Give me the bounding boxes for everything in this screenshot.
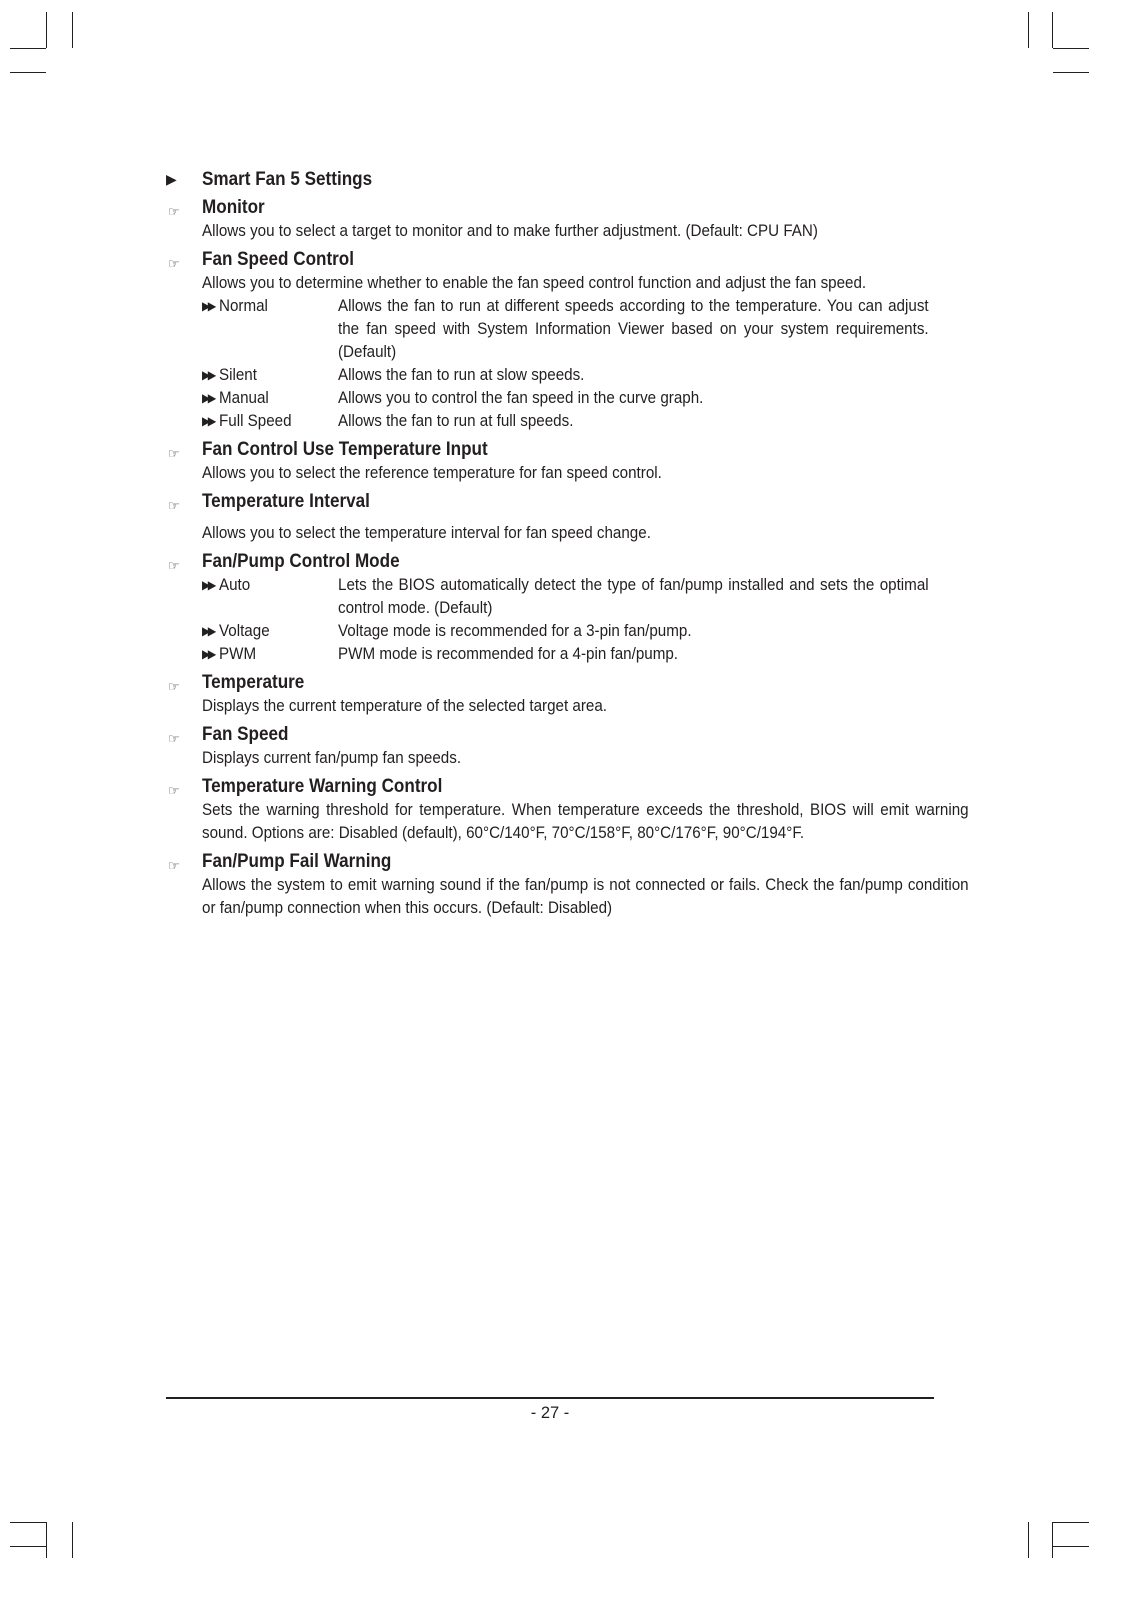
section-heading	[166, 168, 934, 191]
setting-title: Fan/Pump Control Mode	[202, 551, 400, 572]
double-arrow-icon: ▶▶	[202, 647, 214, 661]
page-number: - 27 -	[530, 1404, 570, 1422]
pointing-hand-icon: ☞	[168, 256, 180, 271]
setting-description: Sets the warning threshold for temperature. When temperature exceeds the threshold, BIOS will emit warning sound. Options are: Disabled (default), 60°C/140°F, 70°C/158°F, 80°C/176°F, 90°C/194°F.	[202, 801, 969, 842]
option-name: Manual	[218, 389, 269, 407]
option-row	[202, 643, 934, 666]
setting-description: Allows the system to emit warning sound if the fan/pump is not connected or fails. Check the fan/pump condition or fan/pump connection when this occurs. (Default: Disabled)	[202, 876, 969, 917]
option-description: Lets the BIOS automatically detect the type of fan/pump installed and sets the optimal control mode. (Default)	[338, 576, 929, 617]
setting-title: Temperature	[202, 672, 305, 693]
setting-title: Fan/Pump Fail Warning	[202, 851, 392, 872]
double-arrow-icon: ▶▶	[202, 391, 214, 405]
crop-mark	[1028, 12, 1029, 48]
page-content	[166, 168, 969, 924]
option-row	[202, 620, 934, 643]
crop-mark	[10, 1546, 46, 1547]
option-name: Normal	[218, 297, 268, 315]
setting-title: Temperature Warning Control	[202, 776, 443, 797]
footer-rule	[166, 1397, 934, 1399]
double-arrow-icon: ▶▶	[202, 624, 214, 638]
setting-description: Allows you to select the temperature interval for fan speed change.	[202, 524, 651, 542]
option-description: PWM mode is recommended for a 4-pin fan/pump.	[338, 645, 679, 663]
setting-item-temperature-warning-control	[166, 774, 969, 845]
setting-item-temperature-interval	[166, 489, 934, 545]
crop-mark	[1053, 72, 1089, 73]
option-name: Voltage	[218, 622, 270, 640]
option-description: Allows the fan to run at slow speeds.	[338, 366, 585, 384]
setting-description: Allows you to select a target to monitor and to make further adjustment. (Default: CPU FAN)	[202, 222, 818, 240]
crop-mark	[1053, 48, 1089, 49]
pointing-hand-icon: ☞	[168, 679, 180, 694]
setting-title: Fan Speed	[202, 724, 289, 745]
setting-item-fan-pump-control-mode	[166, 549, 934, 666]
option-description: Allows the fan to run at full speeds.	[338, 412, 574, 430]
crop-mark	[72, 12, 73, 48]
option-row	[202, 574, 934, 620]
option-name: Auto	[218, 576, 251, 594]
crop-mark	[10, 48, 46, 49]
crop-mark	[1052, 12, 1053, 48]
crop-mark	[1052, 1522, 1053, 1558]
option-row	[202, 295, 934, 364]
setting-title: Fan Control Use Temperature Input	[202, 439, 488, 460]
option-name: Silent	[218, 366, 257, 384]
crop-mark	[72, 1522, 73, 1558]
double-arrow-icon: ▶▶	[202, 368, 214, 382]
option-description: Allows you to control the fan speed in the curve graph.	[338, 389, 704, 407]
triangle-bullet-icon: ▶	[166, 171, 177, 187]
pointing-hand-icon: ☞	[168, 446, 180, 461]
crop-mark	[1053, 1546, 1089, 1547]
crop-mark	[46, 12, 47, 48]
setting-item-temperature	[166, 670, 934, 718]
section-title: Smart Fan 5 Settings	[202, 169, 373, 190]
option-row	[202, 410, 934, 433]
double-arrow-icon: ▶▶	[202, 578, 214, 592]
pointing-hand-icon: ☞	[168, 731, 180, 746]
setting-description: Displays the current temperature of the selected target area.	[202, 697, 608, 715]
crop-mark	[10, 72, 46, 73]
pointing-hand-icon: ☞	[168, 558, 180, 573]
setting-description: Allows you to determine whether to enable the fan speed control function and adjust the fan speed.	[202, 274, 867, 292]
pointing-hand-icon: ☞	[168, 498, 180, 513]
setting-item-fan-speed	[166, 722, 934, 770]
crop-mark	[1028, 1522, 1029, 1558]
setting-item-fan-speed-control	[166, 247, 934, 433]
setting-item-fan-pump-fail-warning	[166, 849, 969, 920]
setting-title: Fan Speed Control	[202, 249, 355, 270]
pointing-hand-icon: ☞	[168, 783, 180, 798]
setting-description: Allows you to select the reference temperature for fan speed control.	[202, 464, 662, 482]
option-row	[202, 387, 934, 410]
setting-item-fan-control-temperature-input	[166, 437, 934, 485]
option-description: Allows the fan to run at different speeds according to the temperature. You can adjust the fan speed with System Information Viewer based on your system requirements. (Default)	[338, 297, 929, 361]
option-name: PWM	[218, 645, 257, 663]
option-name: Full Speed	[218, 412, 292, 430]
setting-item-monitor	[166, 195, 934, 243]
crop-mark	[46, 1522, 47, 1558]
setting-title: Temperature Interval	[202, 491, 370, 512]
double-arrow-icon: ▶▶	[202, 299, 214, 313]
setting-description: Displays current fan/pump fan speeds.	[202, 749, 462, 767]
crop-mark	[10, 1522, 46, 1523]
option-row	[202, 364, 934, 387]
setting-title: Monitor	[202, 197, 265, 218]
crop-mark	[1053, 1522, 1089, 1523]
pointing-hand-icon: ☞	[168, 204, 180, 219]
option-description: Voltage mode is recommended for a 3-pin fan/pump.	[338, 622, 692, 640]
pointing-hand-icon: ☞	[168, 858, 180, 873]
double-arrow-icon: ▶▶	[202, 414, 214, 428]
